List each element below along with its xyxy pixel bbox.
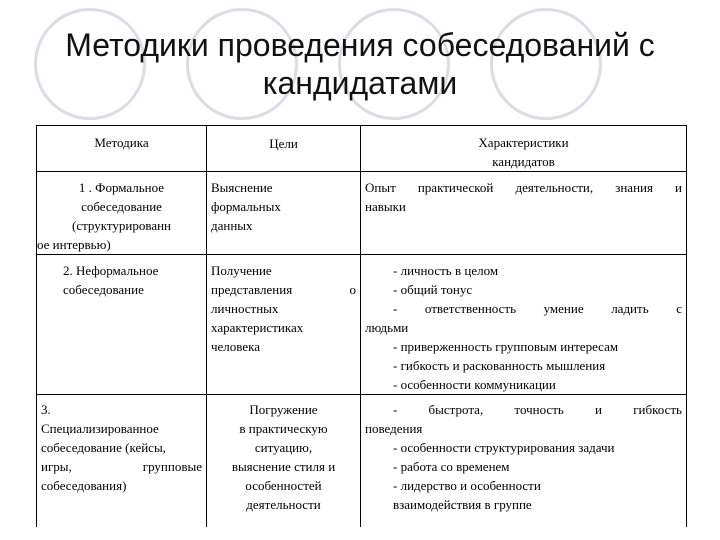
methods-table	[36, 125, 687, 527]
slide-title-line-2: кандидатами	[262, 65, 458, 101]
cell-method: 2. Неформальное собеседование	[37, 255, 207, 395]
cell-method: 1 . Формальное собеседование (структурированн ое интервью)	[37, 172, 207, 255]
cell-method: 3. Специализированное собеседование (кейсы, игры, групповые собеседования)	[37, 395, 207, 527]
cell-traits: Опыт практической деятельности, знания и навыки	[361, 172, 687, 255]
cell-goal: Выяснение формальных данных	[207, 172, 361, 255]
cell-goal: Получение представления о личностных характеристиках человека	[207, 255, 361, 395]
slide-title	[20, 26, 700, 102]
cell-traits: - личность в целом - общий тонус - ответственность умение ладить с людьми - приверженность групповым интересам - гибкость и раскованность мышления - особенности коммуникации	[361, 255, 687, 395]
slide-title-line-1: Методики проведения собеседований с	[65, 27, 655, 63]
header-method: Методика	[37, 126, 207, 172]
table-row	[37, 395, 687, 527]
table-header-row	[37, 126, 687, 172]
header-traits: Характеристики кандидатов	[361, 126, 687, 172]
cell-traits: - быстрота, точность и гибкость поведения - особенности структурирования задачи - работа со временем - лидерство и особенности взаимодействия в группе	[361, 395, 687, 527]
cell-goal: Погружение в практическую ситуацию, выяснение стиля и особенностей деятельности	[207, 395, 361, 527]
table-row	[37, 172, 687, 255]
table-row	[37, 255, 687, 395]
header-goals: Цели	[207, 126, 361, 172]
